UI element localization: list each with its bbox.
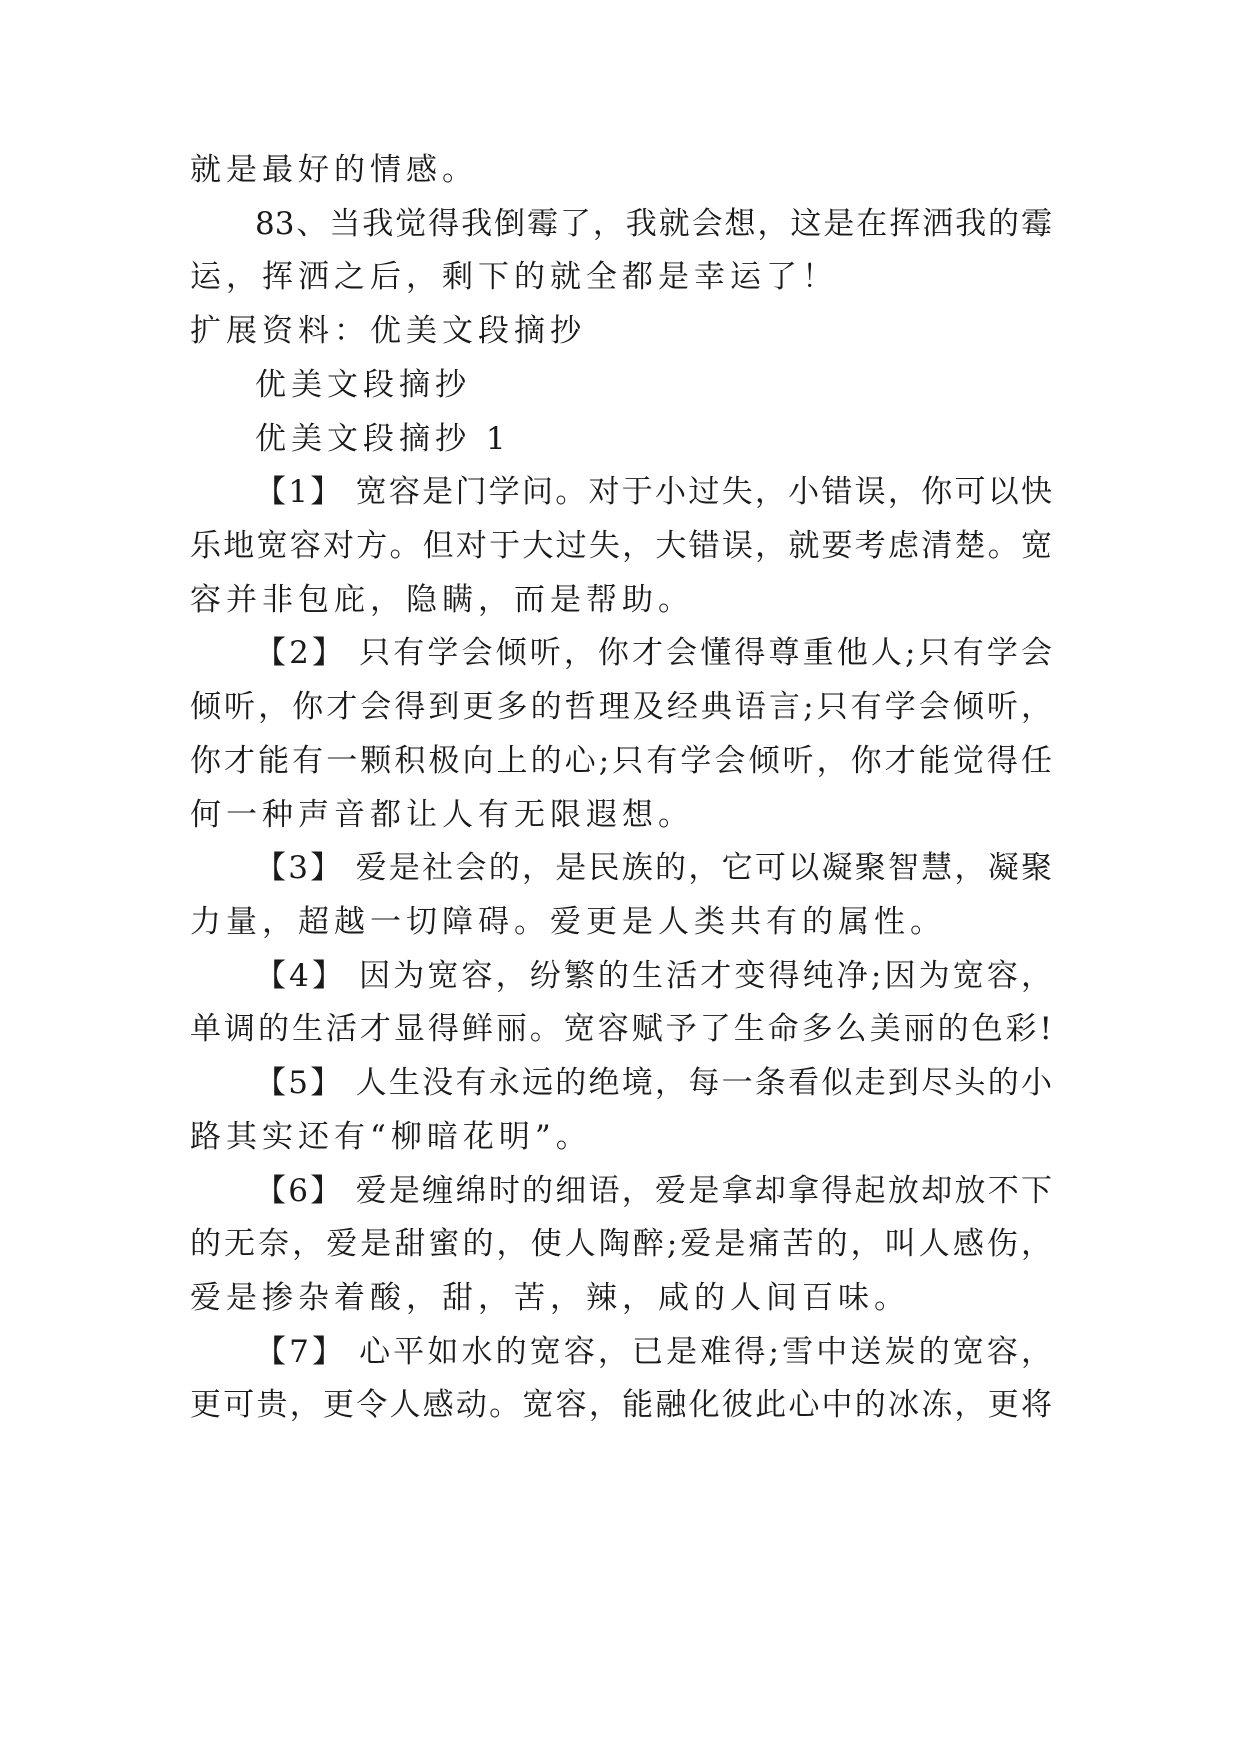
text-line: 路其实还有“柳暗花明”。 xyxy=(190,1119,592,1155)
text-line: 【2】 只有学会倾听，你才会懂得尊重他人;只有学会 xyxy=(255,635,1052,671)
text-line: 运，挥洒之后，剩下的就全都是幸运了！ xyxy=(190,259,838,295)
text-line: 何一种声音都让人有无限遐想。 xyxy=(190,797,694,833)
text-line: 【3】 爱是社会的，是民族的，它可以凝聚智慧，凝聚 xyxy=(255,850,1052,886)
section-heading: 扩展资料：优美文段摘抄 xyxy=(190,313,586,349)
text-line: 容并非包庇，隐瞒，而是帮助。 xyxy=(190,582,694,618)
text-line: 力量，超越一切障碍。爱更是人类共有的属性。 xyxy=(190,904,946,940)
text-line: 爱是掺杂着酸，甜，苦，辣，咸的人间百味。 xyxy=(190,1280,910,1316)
subheading: 优美文段摘抄 xyxy=(255,367,471,403)
text-line: 【1】 宽容是门学问。对于小过失，小错误，你可以快 xyxy=(255,474,1052,510)
text-line: 【7】 心平如水的宽容，已是难得;雪中送炭的宽容， xyxy=(255,1334,1052,1370)
text-line: 【5】 人生没有永远的绝境，每一条看似走到尽头的小 xyxy=(255,1065,1052,1101)
text-line: 更可贵，更令人感动。宽容，能融化彼此心中的冰冻，更将 xyxy=(190,1387,1052,1423)
text-line: 的无奈，爱是甜蜜的，使人陶醉;爱是痛苦的，叫人感伤， xyxy=(190,1226,1052,1262)
text-line: 【4】 因为宽容，纷繁的生活才变得纯净;因为宽容， xyxy=(255,958,1052,994)
text-line: 你才能有一颗积极向上的心;只有学会倾听，你才能觉得任 xyxy=(190,743,1052,779)
text-line: 倾听，你才会得到更多的哲理及经典语言;只有学会倾听， xyxy=(190,689,1052,725)
text-line: 单调的生活才显得鲜丽。宽容赋予了生命多么美丽的色彩! xyxy=(190,1011,1052,1047)
text-line: 【6】 爱是缠绵时的细语，爱是拿却拿得起放却放不下 xyxy=(255,1173,1052,1209)
text-line: 乐地宽容对方。但对于大过失，大错误，就要考虑清楚。宽 xyxy=(190,528,1052,564)
subheading: 优美文段摘抄 1 xyxy=(255,421,511,457)
text-line: 就是最好的情感。 xyxy=(190,152,478,188)
text-line: 83、当我觉得我倒霉了，我就会想，这是在挥洒我的霉 xyxy=(255,206,1052,242)
